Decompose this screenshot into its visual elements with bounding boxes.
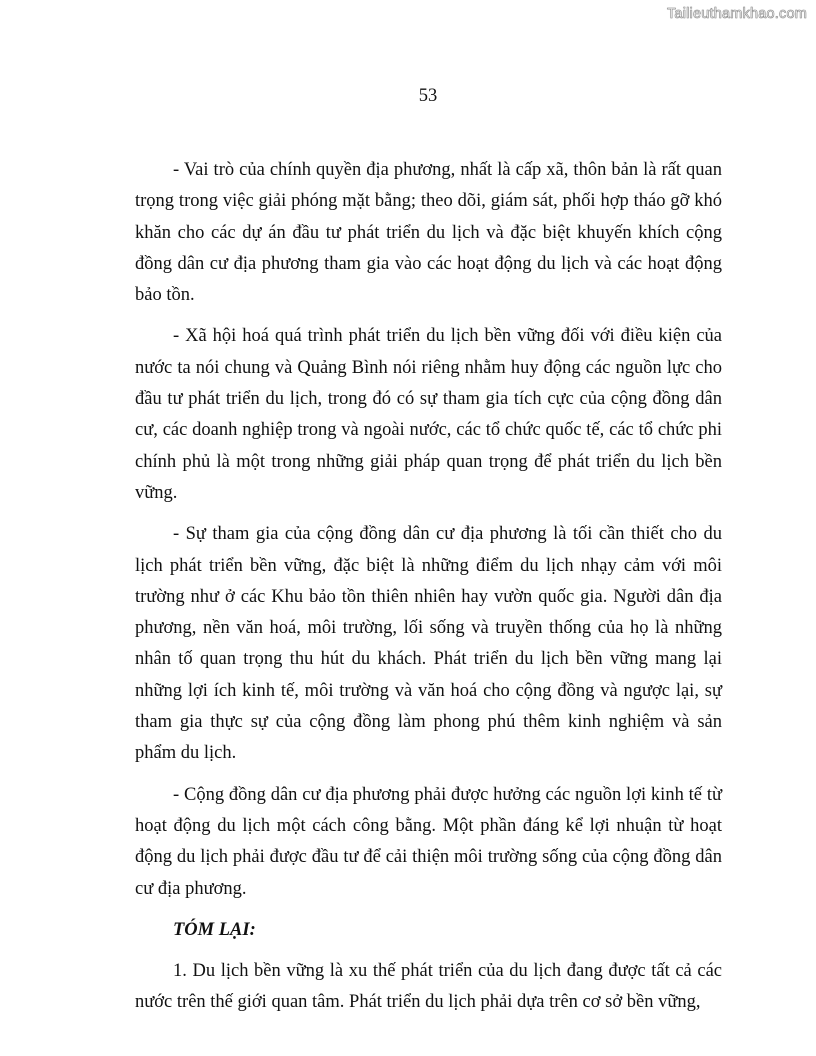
watermark: Tailieuthamkhao.com [666, 6, 807, 22]
page-body [135, 155, 722, 1029]
page-number: 53 [418, 86, 438, 106]
summary-heading: TÓM LẠI: [173, 919, 256, 940]
summary-paragraph-1: 1. Du lịch bền vững là xu thế phát triển của du lịch đang được tất cả các nước trên thế giới quan tâm. Phát triển du lịch phải dựa trên cơ sở bền vững, [135, 961, 722, 1013]
paragraph-community-benefits: - Cộng đồng dân cư địa phương phải được hưởng các nguồn lợi kinh tế từ hoạt động du lịch một cách công bằng. Một phần đáng kể lợi nhuận từ hoạt động du lịch phải được đầu tư để cải thiện môi trường sống của cộng đồng dân cư địa phương. [135, 784, 722, 899]
paragraph-socialization: - Xã hội hoá quá trình phát triển du lịch bền vững đối với điều kiện của nước ta nói chung và Quảng Bình nói riêng nhằm huy động các nguồn lực cho đầu tư phát triển du lịch, trong đó có sự tham gia tích cực của cộng đồng dân cư, các doanh nghiệp trong và ngoài nước, các tổ chức quốc tế, các tổ chức phi chính phủ là một trong những giải pháp quan trọng để phát triển du lịch bền vững. [135, 326, 722, 503]
paragraph-local-government-role: - Vai trò của chính quyền địa phương, nhất là cấp xã, thôn bản là rất quan trọng trong việc giải phóng mặt bằng; theo dõi, giám sát, phối hợp tháo gỡ khó khăn cho các dự án đầu tư phát triển du lịch và đặc biệt khuyến khích cộng đồng dân cư địa phương tham gia vào các hoạt động du lịch và các hoạt động bảo tồn. [135, 160, 722, 306]
paragraph-community-participation: - Sự tham gia của cộng đồng dân cư địa phương là tối cần thiết cho du lịch phát triển bền vững, đặc biệt là những điểm du lịch nhạy cảm với môi trường như ở các Khu bảo tồn thiên nhiên hay vườn quốc gia. Người dân địa phương, nền văn hoá, môi trường, lối sống và truyền thống của họ là những nhân tố quan trọng thu hút du khách. Phát triển du lịch bền vững mang lại những lợi ích kinh tế, môi trường và văn hoá cho cộng đồng và ngược lại, sự tham gia thực sự của cộng đồng làm phong phú thêm kinh nghiệm và sản phẩm du lịch. [135, 524, 722, 764]
